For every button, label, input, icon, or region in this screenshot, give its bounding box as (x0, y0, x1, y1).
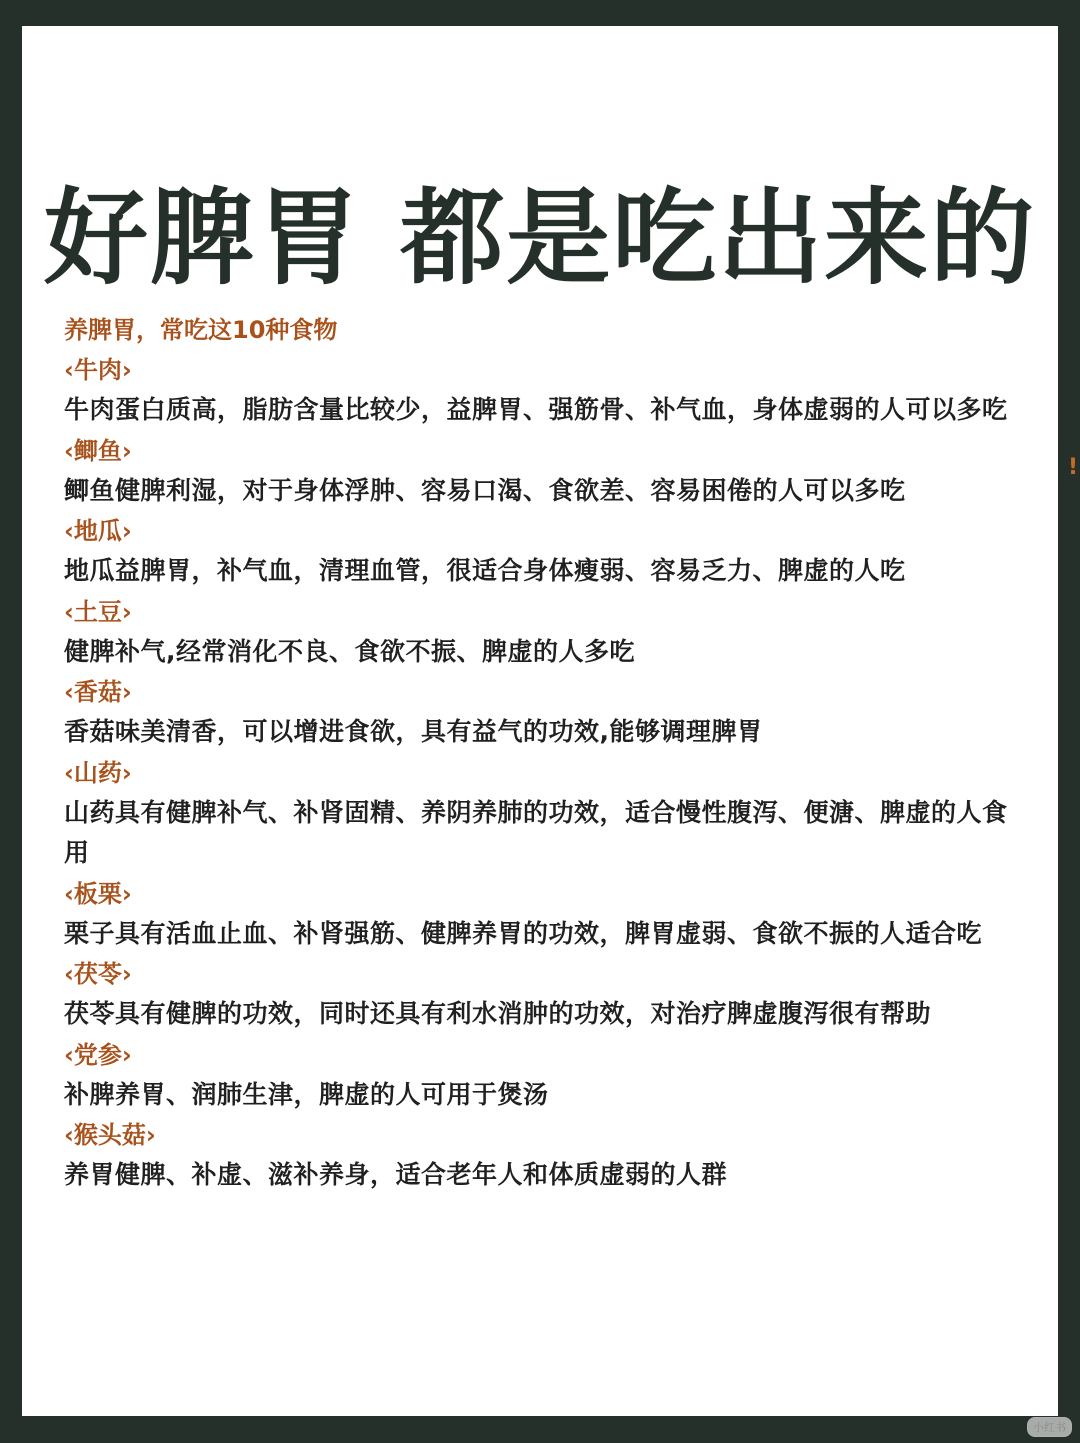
food-item-potato (64, 592, 1024, 673)
intro-heading: 养脾胃，常吃这10种食物 (64, 316, 338, 344)
page-sheet (22, 26, 1058, 1416)
food-description: 山药具有健脾补气、补肾固精、养阴养肺的功效，适合慢性腹泻、便溏、脾虚的人食用 (64, 797, 1008, 867)
food-description: 香菇味美清香，可以增进食欲，具有益气的功效,能够调理脾胃 (64, 717, 763, 746)
food-description: 鲫鱼健脾利湿，对于身体浮肿、容易口渴、食欲差、容易困倦的人可以多吃 (64, 475, 906, 505)
food-item-crucian-carp (64, 431, 1024, 512)
food-name: ‹党参› (64, 1040, 132, 1069)
food-item-chestnut (64, 874, 1024, 955)
food-item-lions-mane (64, 1115, 1024, 1196)
food-name: ‹牛肉› (64, 356, 132, 384)
page-title: 好脾胃 都是吃出来的 (43, 177, 1037, 299)
food-description: 茯苓具有健脾的功效，同时还具有利水消肿的功效，对治疗脾虚腹泻很有帮助 (64, 999, 932, 1028)
food-description: 健脾补气,经常消化不良、食欲不振、脾虚的人多吃 (64, 636, 635, 666)
food-name: ‹猴头菇› (64, 1121, 156, 1149)
food-item-codonopsis (64, 1035, 1024, 1116)
food-item-yam (64, 753, 1024, 874)
food-item-poria (64, 954, 1024, 1035)
edge-mark: ! (1067, 455, 1078, 480)
food-item-beef (64, 350, 1024, 431)
food-name: ‹板栗› (64, 879, 132, 908)
food-description: 地瓜益脾胃，补气血，清理血管，很适合身体瘦弱、容易乏力、脾虚的人吃 (64, 556, 906, 585)
food-name: ‹土豆› (64, 597, 132, 626)
food-description: 牛肉蛋白质高，脂肪含量比较少，益脾胃、强筋骨、补气血，身体虚弱的人可以多吃 (64, 395, 1008, 424)
watermark: 小红书 (1027, 1417, 1072, 1437)
food-description: 栗子具有活血止血、补肾强筋、健脾养胃的功效，脾胃虚弱、食欲不振的人适合吃 (64, 918, 983, 948)
food-description: 补脾养胃、润肺生津，脾虚的人可用于煲汤 (64, 1079, 549, 1109)
food-item-shiitake (64, 672, 1024, 753)
food-description: 养胃健脾、补虚、滋补养身，适合老年人和体质虚弱的人群 (64, 1160, 728, 1189)
food-name: ‹茯苓› (64, 960, 132, 988)
food-name: ‹鲫鱼› (64, 436, 132, 465)
food-name: ‹地瓜› (64, 517, 132, 545)
food-name: ‹香菇› (64, 678, 132, 706)
food-name: ‹山药› (64, 758, 132, 787)
food-item-sweet-potato (64, 511, 1024, 592)
food-list (64, 310, 1024, 1196)
